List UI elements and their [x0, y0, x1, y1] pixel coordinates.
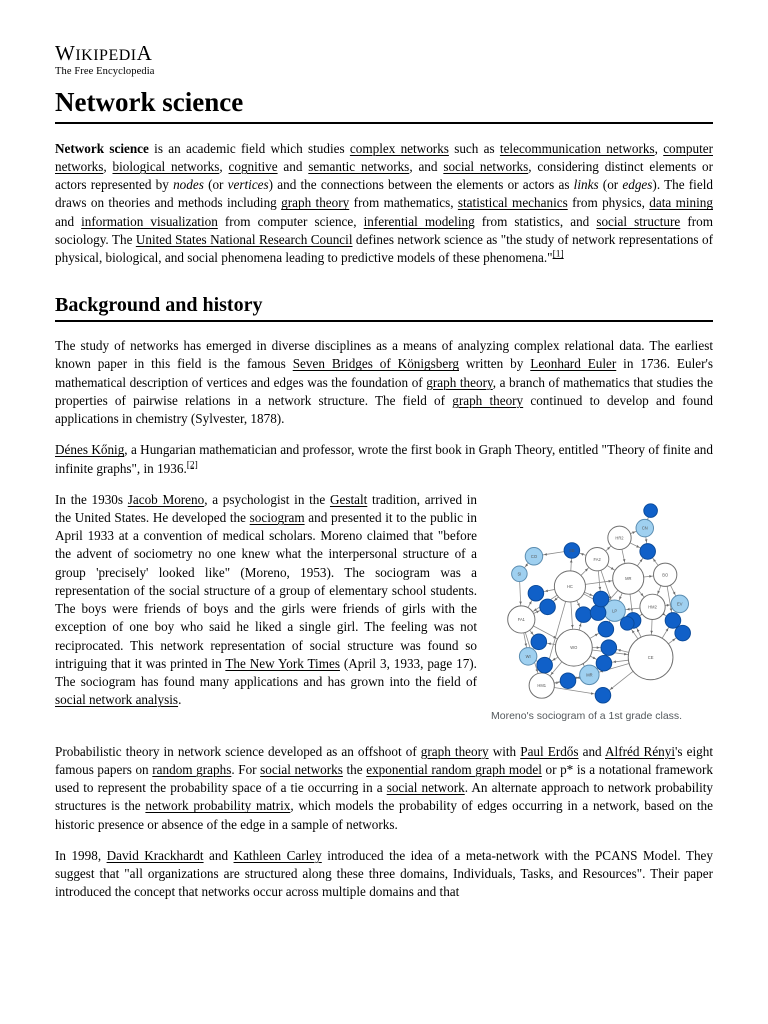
wiki-link[interactable]: Seven Bridges of Königsberg: [292, 356, 459, 372]
sociogram-node: [620, 616, 634, 630]
wikipedia-wordmark: [55, 43, 713, 64]
wiki-link[interactable]: inferential modeling: [363, 213, 475, 229]
wiki-link[interactable]: semantic networks: [308, 158, 410, 174]
sociogram-node-label: WO: [570, 645, 578, 651]
sociogram-node-label: CN: [641, 525, 648, 531]
article-page: [55, 0, 713, 901]
wiki-link[interactable]: Leonhard Euler: [530, 356, 617, 372]
sociogram-edge-arrow: [524, 643, 527, 646]
sociogram-edge: [657, 585, 661, 594]
wiki-link[interactable]: The New York Times: [225, 655, 340, 671]
italic-term: edges: [622, 177, 653, 193]
italic-term: links: [573, 177, 599, 193]
sociogram-node: [675, 625, 691, 641]
sociogram-nodes: [508, 504, 691, 703]
wiki-link[interactable]: biological networks: [112, 158, 220, 174]
sociogram-node-label: CO: [530, 553, 538, 559]
sociogram-edge-arrow: [545, 589, 548, 592]
sociogram-edge-arrow: [597, 646, 600, 649]
sociogram-node-label: HR2: [615, 535, 624, 541]
wiki-link[interactable]: social network: [386, 780, 465, 796]
wiki-link[interactable]: United States National Research Council: [135, 231, 353, 247]
sociogram-node-label: WI: [525, 653, 531, 659]
wiki-link[interactable]: statistical mechanics: [457, 195, 568, 211]
wordmark-ikipedi: IKIPEDI: [75, 47, 137, 64]
sociogram-node: [528, 585, 544, 601]
sociogram-node-label: LP: [612, 608, 618, 614]
wiki-link[interactable]: David Krackhardt: [106, 847, 204, 863]
sociogram-node: [540, 599, 556, 615]
sociogram-node-label: FA1: [517, 616, 525, 622]
sociogram-edge-arrow: [519, 601, 522, 604]
wordmark-w: W: [55, 41, 76, 65]
sociogram-node: [531, 634, 547, 650]
wiki-link[interactable]: graph theory: [452, 392, 524, 408]
sociogram-edge: [609, 671, 633, 690]
wiki-link[interactable]: data mining: [649, 195, 713, 211]
wiki-link[interactable]: Dénes Kőnig: [55, 442, 125, 458]
wiki-link[interactable]: graph theory: [420, 743, 489, 759]
sociogram-edge-arrow: [618, 649, 621, 652]
bold-term: Network science: [55, 140, 149, 156]
wiki-link[interactable]: Gestalt: [329, 491, 368, 507]
page-title: Network science: [55, 87, 713, 124]
sociogram-node-label: MR: [625, 575, 632, 581]
sociogram-node-label: BO: [662, 572, 669, 578]
wiki-link[interactable]: Jacob Moreno: [127, 491, 205, 507]
wiki-link[interactable]: sociogram: [249, 510, 305, 526]
sociogram-node: [595, 687, 611, 703]
sociogram-edge: [638, 590, 644, 597]
sociogram-edge-arrow: [670, 608, 673, 611]
sociogram-node: [640, 543, 656, 559]
wiki-link[interactable]: social networks: [443, 158, 529, 174]
sociogram-svg: [491, 497, 713, 705]
sociogram-node: [598, 621, 614, 637]
wiki-link[interactable]: computer networks: [55, 140, 713, 174]
sociogram-node-label: SI: [517, 571, 522, 577]
sociogram-edge: [607, 565, 615, 570]
sociogram-node: [644, 504, 658, 518]
citation-ref[interactable]: [2]: [186, 460, 198, 471]
sociogram-node-label: SB: [569, 547, 575, 553]
wiki-link[interactable]: social network analysis: [55, 692, 179, 708]
wiki-link[interactable]: Kathleen Carley: [233, 847, 322, 863]
wiki-link[interactable]: Paul Erdős: [520, 743, 579, 759]
citation-ref[interactable]: [1]: [552, 249, 564, 260]
sociogram-edge: [547, 643, 556, 645]
wiki-link[interactable]: Alfréd Rényi: [605, 743, 676, 759]
wiki-link[interactable]: random graphs: [152, 761, 232, 777]
sociogram-node-label: EV: [677, 601, 683, 607]
sociogram-node: [601, 640, 617, 656]
sociogram-node: [537, 657, 553, 673]
sociogram-node-label: HM1: [537, 682, 547, 688]
wiki-link[interactable]: graph theory: [426, 374, 493, 390]
sociogram-edge: [644, 576, 654, 577]
sociogram-node: [560, 673, 576, 689]
wiki-link[interactable]: telecommunication networks: [499, 140, 655, 156]
sociogram-node-label: FA2: [593, 556, 601, 562]
wiki-link[interactable]: network probability matrix: [145, 798, 291, 814]
sociogram-edge-arrow: [571, 625, 574, 628]
sociogram-edge-arrow: [623, 559, 626, 562]
wiki-link[interactable]: social structure: [596, 213, 681, 229]
wiki-link[interactable]: exponential random graph model: [366, 761, 542, 777]
sociogram-edge: [652, 557, 658, 565]
paragraph-moreno: In the 1930s Jacob Moreno, a psychologist in the Gestalt tradition, arrived in the United States. He developed the sociogram and presented it to the public in April 1933 at a convention of medical scholars. Moreno claimed that "before the advent of sociometry no one knew what the interpersonal structure of a group 'precisely' looked like" (Moreno, 1953). The sociogram was a representation of the social structure of a group of elementary school students. The boys were friends of boys and the girls were friends of girls with the exception of one boy who said he liked a single girl. The feeling was not reciprocated. This network representation of social structure was found so intriguing that it was printed in The New York Times (April 3, 1933, page 17). The sociogram has found many applications and has grown into the field of social network analysis.: [55, 491, 478, 708]
sociogram-node: [593, 591, 609, 607]
sociogram-edge: [528, 600, 532, 608]
sociogram-image: [491, 497, 713, 705]
wiki-link[interactable]: cognitive: [228, 158, 278, 174]
sociogram-caption: Moreno's sociogram of a 1st grade class.: [491, 709, 683, 722]
sociogram-node-label: HM2: [648, 604, 657, 610]
sociogram-node-label: MR: [586, 672, 593, 678]
wikipedia-tagline: The Free Encyclopedia: [55, 66, 155, 77]
paragraph-euler: The study of networks has emerged in diverse disciplines as a means of analyzing complex relational data. The earliest known paper in this field is the famous Seven Bridges of Königsberg written by Leonhard Euler in 1736. Euler's mathematical description of vertices and edges was the foundation of graph theory, a branch of mathematics that studies the properties of pairwise relations in a network structure. The field of graph theory continued to develop and found applications in chemistry (Sylvester, 1878).: [55, 338, 714, 427]
wordmark-a: A: [136, 41, 153, 65]
sociogram-node: [596, 655, 612, 671]
italic-term: vertices: [227, 177, 269, 193]
sociogram-node-label: HC: [566, 583, 573, 589]
paragraph-pcans: In 1998, David Krackhardt and Kathleen Carley introduced the idea of a meta-network with the PCANS Model. They suggest that "all organizations are structured along these three domains, Individuals, Tasks, and Resources". Their paper introduced the concept that networks occur across multiple domains and that: [55, 847, 713, 900]
morenos-sociogram-figure: [491, 497, 713, 724]
sociogram-node: [576, 607, 592, 623]
sociogram-node-label: CE: [647, 654, 654, 660]
wiki-link[interactable]: complex networks: [349, 140, 449, 156]
sociogram-edge-arrow: [650, 631, 653, 634]
wiki-link[interactable]: graph theory: [281, 195, 350, 211]
wikipedia-logo: [55, 43, 713, 78]
section-heading-background-and-history: Background and history: [55, 294, 713, 322]
italic-term: nodes: [173, 177, 204, 193]
sociogram-edge-arrow: [632, 630, 635, 633]
wiki-link[interactable]: information visualization: [81, 213, 218, 229]
lead-paragraph: Network science is an academic field which studies complex networks such as telecommunication networks, computer networks, biological networks, cognitive and semantic networks, and social networks, considering distinct elements or actors represented by nodes (or vertices) and the connections between the elements or actors as links (or edges). The field draws on theories and methods including graph theory from mathematics, statistical mechanics from physics, data mining and information visualization from computer science, inferential modeling from statistics, and social structure from sociology. The United States National Research Council defines network science as "the study of network representations of physical, biological, and social phenomena leading to predictive models of these phenomena."[1]: [55, 140, 714, 266]
sociogram-edge: [554, 687, 595, 694]
sociogram-node: [590, 605, 606, 621]
sociogram-edge-arrow: [570, 559, 573, 562]
sociogram-node: [665, 612, 681, 628]
sociogram-edge-arrow: [548, 642, 551, 645]
paragraph-probabilistic: Probabilistic theory in network science developed as an offshoot of graph theory with Paul Erdős and Alfréd Rényi's eight famous papers on random graphs. For social networks the exponential random graph model or p* is a notational framework used to represent the probability space of a tie occurring in a social network. An alternate approach to network probability structures is the network probability matrix, which models the probability of edges occurring in a network, based on the historic presence or absence of the edge in a sample of networks.: [55, 743, 713, 832]
paragraph-konig: Dénes Kőnig, a Hungarian mathematician and professor, wrote the first book in Graph Theory, entitled "Theory of finite and infinite graphs", in 1936.[2]: [55, 442, 713, 476]
wiki-link[interactable]: social networks: [260, 761, 343, 777]
